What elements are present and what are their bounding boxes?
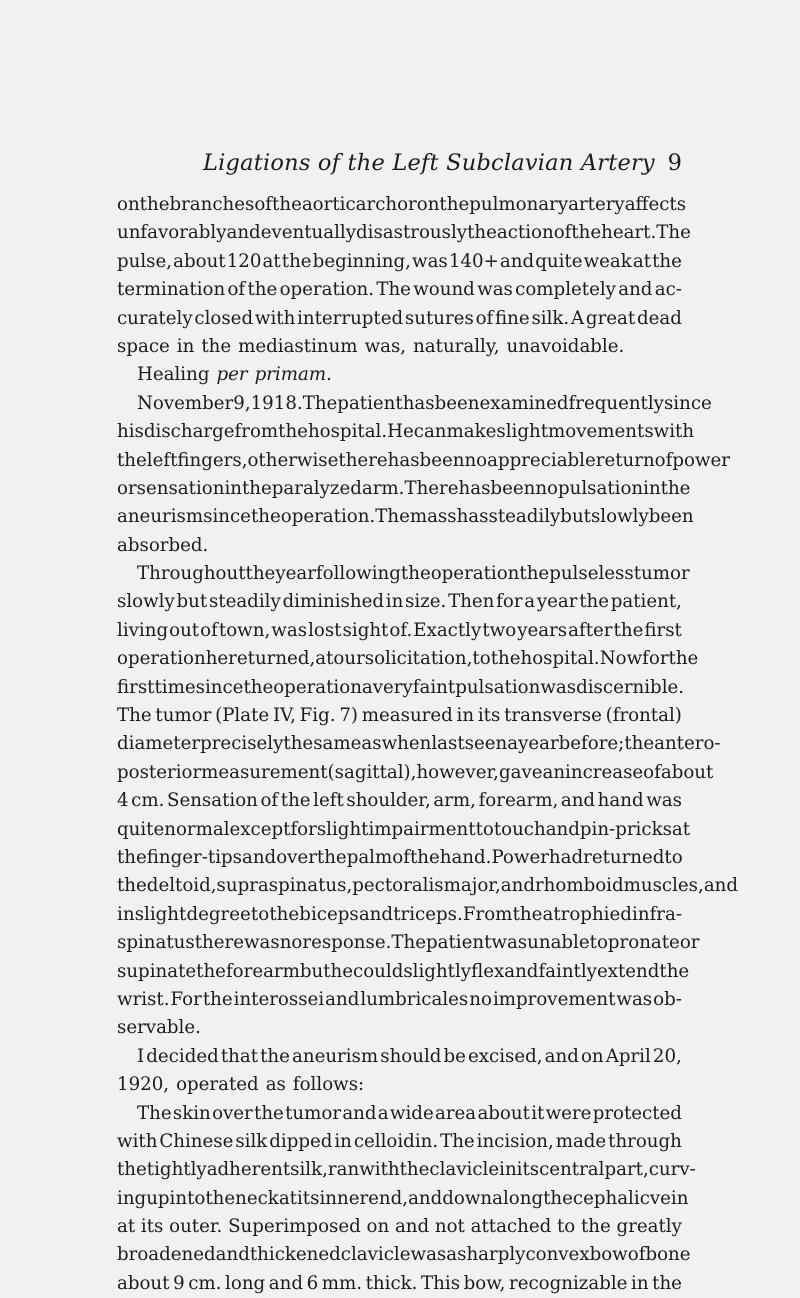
text-line: the tightly adherent silk, ran with the clavicle in its central part, curv- (117, 1159, 696, 1181)
text-line: November 9, 1918. The patient has been examined frequently since (137, 392, 712, 414)
text-line: The skin over the tumor and a wide area about it were protected (137, 1102, 682, 1124)
text-line: on the branches of the aortic arch or on the pulmonary artery affects (117, 194, 687, 215)
text-line: slowly but steadily diminished in size. Then for a year the patient, (117, 591, 682, 613)
text-line: first time since the operation a very faint pulsation was discernible. (117, 676, 685, 698)
text-line: termination of the operation. The wound was completely and ac- (117, 279, 682, 301)
text-line: wrist. For the interossei and lumbricales no improvement was ob- (117, 988, 682, 1010)
text-line: in slight degree to the biceps and triceps. From the atrophied infra- (117, 903, 682, 925)
running-header (203, 146, 682, 180)
text-line: supinate the forearm but he could slightly flex and faintly extend the (117, 960, 690, 982)
italic-phrase: per (216, 364, 248, 386)
text-line: unfavorably and eventually disastrously the action of the heart. The (117, 222, 691, 244)
running-title: Ligations of the Left Subclavian Artery (203, 150, 655, 176)
text-line: The tumor (Plate IV, Fig. 7) measured in its transverse (frontal) (117, 705, 682, 727)
page-number: 9 (667, 150, 682, 176)
text-line: ing up into the neck at its inner end, and down along the cephalic vein (117, 1187, 689, 1209)
text-line: Healing per primam. (117, 361, 682, 389)
text-line: living out of town, was lost sight of. Exactly two years after the first (117, 619, 682, 641)
text-line: the finger-tips and over the palm of the hand. Power had returned to (117, 846, 683, 868)
text-line: quite normal except for slight impairment to touch and pin-pricks at (117, 818, 691, 840)
text-line: the deltoid, supraspinatus, pectoralis major, and rhomboid muscles, and (117, 875, 739, 897)
text-line: the left fingers, otherwise there has been no appreciable return of power (117, 449, 730, 471)
body-text (117, 191, 739, 1298)
text-line: absorbed. (117, 534, 209, 556)
text-line: I decided that the aneurism should be excised, and on April 20, (137, 1045, 682, 1067)
text-line: about 9 cm. long and 6 mm. thick. This bow, recognizable in the (117, 1272, 682, 1294)
text-line: Throughout the year following the operation the pulseless tumor (137, 563, 690, 585)
text-line: posterior measurement (sagittal), however, gave an increase of about (117, 761, 714, 783)
text-line: operation he returned, at our solicitation, to the hospital. Now for the (117, 648, 699, 670)
text-line: space in the mediastinum was, naturally, unavoidable. (117, 335, 625, 357)
text-line: aneurism since the operation. The mass has steadily but slowly been (117, 506, 694, 528)
text-line: spinatus there was no response. The patient was unable to pronate or (117, 932, 700, 954)
text-line: or sensation in the paralyzed arm. There has been no pulsation in the (117, 477, 691, 499)
text-line: his discharge from the hospital. He can make slight movements with (117, 421, 695, 443)
text-line: at its outer. Superimposed on and not attached to the greatly (117, 1216, 682, 1238)
text-line: with Chinese silk dipped in celloidin. The incision, made through (117, 1130, 682, 1152)
text-line: broadened and thickened clavicle was a sharply convex bow of bone (117, 1244, 691, 1266)
text-line: servable. (117, 1017, 201, 1039)
text-line: 1920, operated as follows: (117, 1074, 365, 1096)
italic-phrase: primam. (254, 364, 332, 386)
text-line: curately closed with interrupted sutures of fine silk. A great dead (117, 307, 682, 329)
text-line: 4 cm. Sensation of the left shoulder, arm, forearm, and hand was (117, 790, 682, 812)
text-line: diameter precisely the same as when last seen a year before; the antero- (117, 733, 721, 755)
text-line: pulse, about 120 at the beginning, was 140+ and quite weak at the (117, 250, 682, 272)
